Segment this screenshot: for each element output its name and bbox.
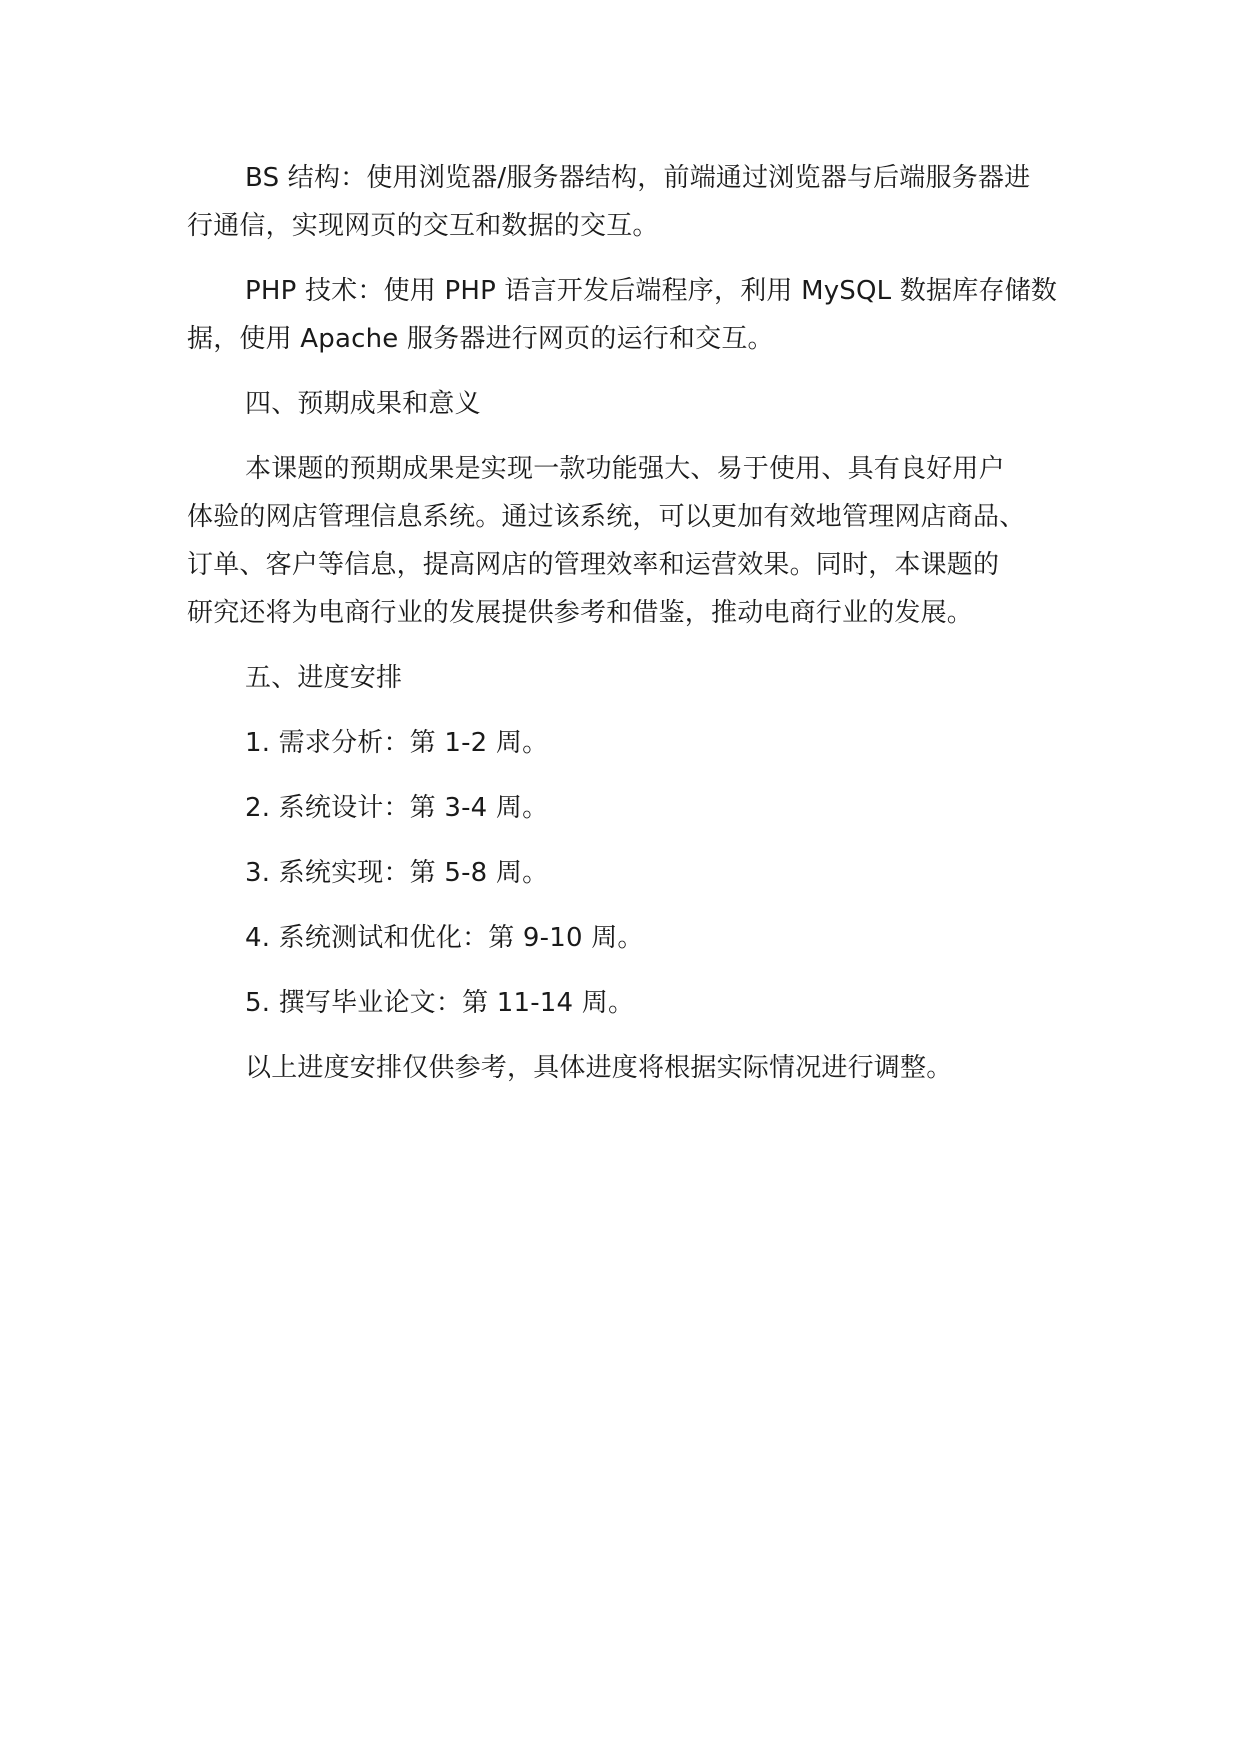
heading-text: 五、进度安排	[245, 663, 403, 693]
paragraph-line: 订单、客户等信息，提高网店的管理效率和运营效果。同时，本课题的	[187, 550, 1000, 580]
list-item: 2. 系统设计：第 3-4 周。	[245, 793, 549, 823]
schedule-item-5	[187, 979, 1067, 1027]
list-item: 5. 撰写毕业论文：第 11-14 周。	[245, 988, 635, 1018]
schedule-item-3	[187, 849, 1067, 897]
section-heading-schedule	[187, 654, 1067, 702]
section-heading-expected-results	[187, 380, 1067, 428]
list-item: 4. 系统测试和优化：第 9-10 周。	[245, 923, 644, 953]
schedule-item-2	[187, 784, 1067, 832]
paragraph-line: 据，使用 Apache 服务器进行网页的运行和交互。	[187, 324, 774, 354]
schedule-item-1	[187, 719, 1067, 767]
paragraph-line: 体验的网店管理信息系统。通过该系统，可以更加有效地管理网店商品、	[187, 502, 1026, 532]
paragraph-expected-results	[187, 445, 1067, 637]
heading-text: 四、预期成果和意义	[245, 389, 481, 419]
paragraph-schedule-note	[187, 1044, 1067, 1092]
paragraph-line: PHP 技术：使用 PHP 语言开发后端程序，利用 MySQL 数据库存储数	[245, 276, 1058, 306]
list-item: 3. 系统实现：第 5-8 周。	[245, 858, 549, 888]
paragraph-php-tech	[187, 267, 1067, 363]
list-item: 1. 需求分析：第 1-2 周。	[245, 728, 549, 758]
paragraph-bs-structure	[187, 154, 1067, 250]
paragraph-line: BS 结构：使用浏览器/服务器结构，前端通过浏览器与后端服务器进	[245, 163, 1031, 193]
paragraph-line: 行通信，实现网页的交互和数据的交互。	[187, 211, 659, 241]
schedule-item-4	[187, 914, 1067, 962]
document-body	[187, 154, 1067, 1109]
paragraph-line: 本课题的预期成果是实现一款功能强大、易于使用、具有良好用户	[245, 454, 1005, 484]
paragraph-line: 研究还将为电商行业的发展提供参考和借鉴，推动电商行业的发展。	[187, 598, 974, 628]
paragraph-line: 以上进度安排仅供参考，具体进度将根据实际情况进行调整。	[245, 1053, 953, 1083]
